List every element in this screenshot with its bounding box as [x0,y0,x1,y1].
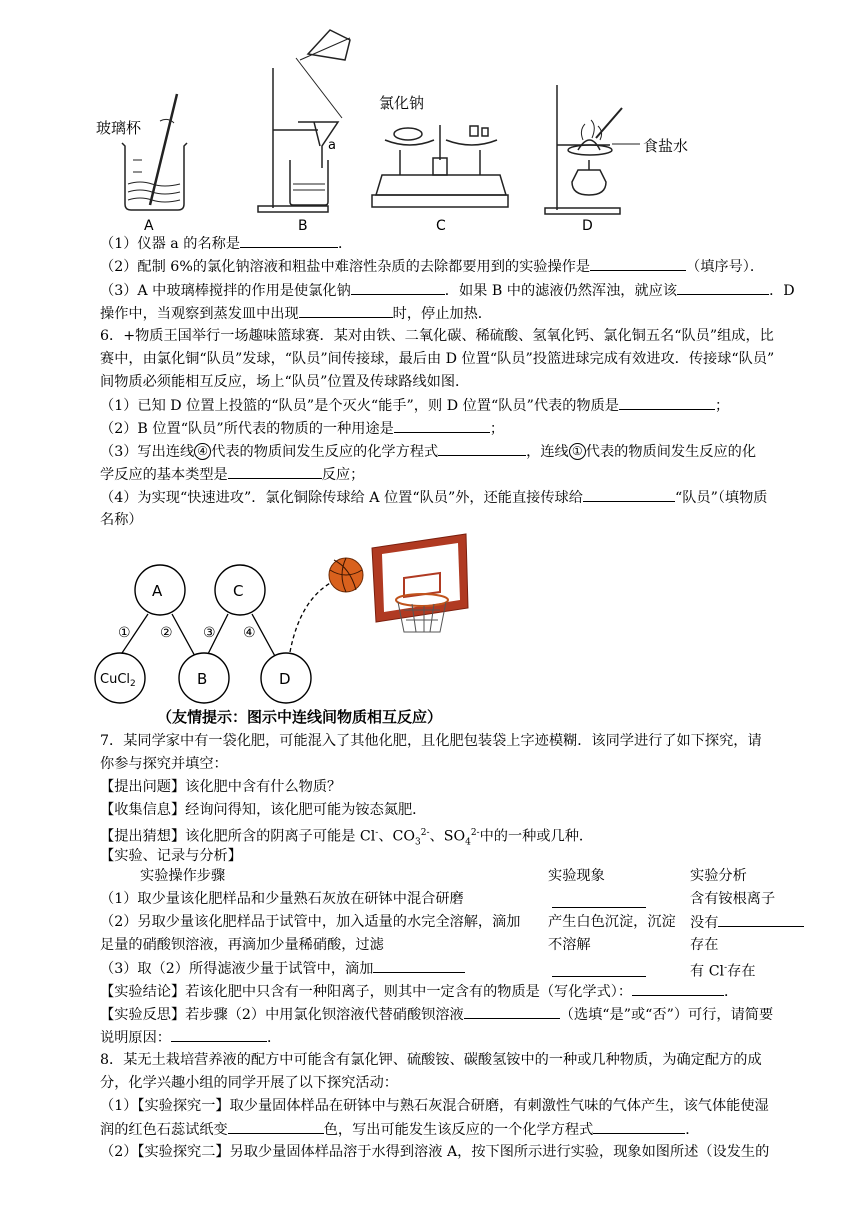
row2-analysis: 没有 [690,912,804,933]
row1-analysis: 含有铵根离子 [690,891,776,907]
q7-line3: 【提出问题】该化肥中含有什么物质？ [100,779,342,795]
blank[interactable] [619,395,715,410]
q6-line2: 赛中，由氯化铜“队员”发球，“队员”间传接球，最后由 D 位置“队员”投篮进球完成有效进攻．传接球“队员” [100,351,775,367]
q5-line2: （2）配制 6%的氯化钠溶液和粗盐中难溶性杂质的去除都要用到的实验操作是 （填序号）． [100,256,764,277]
node-A-label: A [152,582,163,600]
beaker-A-drawing [122,94,187,210]
pass-path [290,582,332,652]
table-row: （2）另取少量该化肥样品于试管中，加入适量的水完全溶解，滴加 [100,914,521,930]
blank[interactable] [351,280,445,295]
blank[interactable] [590,256,686,271]
node-C-label: C [233,582,244,600]
blank[interactable] [373,958,465,973]
glass-label: 玻璃杯 [96,119,142,137]
q6-sub3-line2: 学反应的基本类型是 反应； [100,464,364,485]
blank[interactable] [583,487,675,502]
q8-line2: 分，化学兴趣小组的同学开展了以下探究活动： [100,1075,398,1091]
blank[interactable] [394,418,490,433]
table-row-cont: 足量的硝酸钡溶液，再滴加少量稀硝酸，过滤 [100,937,384,953]
line-4-label: ④ [243,625,256,641]
line-3-label: ③ [203,625,216,641]
q7-line5: 【提出猜想】该化肥所含的阴离子可能是 Cl-、$CO_3^{2-}$、$SO_4^{2-}$中的一种或几种． [100,828,594,848]
q7-reason: 说明原因： ． [100,1027,281,1048]
q8-line1: 8．某无土栽培营养液的配方中可能含有氯化钾、硫酸铵、碳酸氢铵中的一种或几种物质，为确定配方的成 [100,1052,762,1068]
blank[interactable] [593,1119,685,1134]
caption-C: C [436,218,446,234]
node-B-label: B [197,670,208,688]
blank[interactable] [464,1004,560,1019]
caption-D: D [582,218,593,234]
q7-line6: 【实验、记录与分析】 [100,848,242,864]
hoop-icon [372,534,468,632]
q6-line1: 6．+物质王国举行一场趣味篮球赛．某对由铁、二氧化碳、稀硫酸、氢氧化钙、氯化铜五名“队员”组成，比 [100,328,774,344]
row2-analysis-cont: 存在 [690,937,719,953]
caption-A: A [144,218,154,234]
line-1-label: ① [118,625,131,641]
evaporation-D-drawing [545,85,640,214]
q6-sub4: （4）为实现“快速进攻”．氯化铜除传球给 A 位置“队员”外，还能直接传球给 “队员”（填物质 [100,487,767,508]
blank[interactable] [299,303,393,318]
nacl-label: 氯化钠 [379,94,425,112]
q8-line5: （2）【实验探究二】另取少量固体样品溶于水得到溶液 A，按下图所示进行实验，现象如图所述（设发生的 [100,1144,770,1160]
q7-line1: 7．某同学家中有一袋化肥，可能混入了其他化肥，且化肥包装袋上字迹模糊．该同学进行了如下探究，请 [100,733,762,749]
q6-sub2: （2）B 位置“队员”所代表的物质的一种用途是 ； [100,418,504,439]
node-D-label: D [279,670,291,688]
caption-B: B [298,218,308,234]
table-row: （1）取少量该化肥样品和少量熟石灰放在研钵中混合研磨 [100,891,464,907]
q6-sub1: （1）已知 D 位置上投篮的“队员”是个灭火“能手”，则 D 位置“队员”代表的物质是 ； [100,395,729,416]
row2-phenomenon-cont: 不溶解 [548,937,591,953]
q7-line4: 【收集信息】经询问得知，该化肥可能为铵态氮肥． [100,802,427,818]
blank[interactable] [171,1027,267,1042]
filtration-B-drawing [258,30,350,212]
q7-conclusion: 【实验结论】若该化肥中只含有一种阳离子，则其中一定含有的物质是（写化学式）： ． [100,981,738,1002]
line-2-label: ② [160,625,173,641]
blank[interactable] [632,981,724,996]
q5-line3: （3）A 中玻璃棒搅拌的作用是使氯化钠 ．如果 B 中的滤液仍然浑浊，就应该 ．D [100,280,795,301]
q8-line3: （1）【实验探究一】取少量固体样品在研钵中与熟石灰混合研磨，有刺激性气味的气体产生，该气体能使湿 [100,1098,769,1114]
q5-line1: （1）仪器 a 的名称是 ． [100,233,352,254]
row3-analysis: 有 Cl-存在 [690,963,756,980]
blank[interactable] [240,233,338,248]
blank[interactable] [228,1119,324,1134]
table-header-analysis: 实验分析 [690,868,747,884]
saltwater-label: 食盐水 [643,137,689,155]
table-header-phenomenon: 实验现象 [548,868,605,884]
q8-line4: 润的红色石蕊试纸变 色，写出可能发生该反应的一个化学方程式 ． [100,1119,699,1140]
q6-sub4-line2: 名称） [100,512,143,528]
instrument-a-label: a [328,138,336,153]
q6-line3: 间物质必须能相互反应，场上“队员”位置及传球路线如图． [100,374,470,390]
blank[interactable] [718,912,804,927]
q6-sub3: （3）写出连线 ④ 代表的物质间发生反应的化学方程式 ，连线 ① 代表的物质间发生反应的化 [100,441,756,462]
blank[interactable] [438,441,526,456]
table-header-step: 实验操作步骤 [140,868,226,884]
blank[interactable] [552,962,646,977]
line-2 [172,614,196,658]
q7-line2: 你参与探究并填空： [100,756,228,772]
blank[interactable] [677,280,769,295]
basketball-icon [329,558,363,592]
row2-phenomenon: 产生白色沉淀，沉淀 [548,914,676,930]
q5-line4: 操作中，当观察到蒸发皿中出现 时，停止加热． [100,303,492,324]
node-CuCl2-label: CuCl$_2$ [100,672,136,689]
diagram-hint: （友情提示：图示中连线间物质相互反应） [157,708,443,726]
basketball-diagram [0,530,860,710]
balance-C-drawing [372,125,508,207]
q7-reflection: 【实验反思】若步骤（2）中用氯化钡溶液代替硝酸钡溶液 （选填“是”或“否”）可行，请简要 [100,1004,773,1025]
blank[interactable] [552,893,646,908]
blank[interactable] [228,464,322,479]
line-4 [252,614,276,658]
table-row: （3）取（2）所得滤液少量于试管中，滴加 [100,958,465,979]
